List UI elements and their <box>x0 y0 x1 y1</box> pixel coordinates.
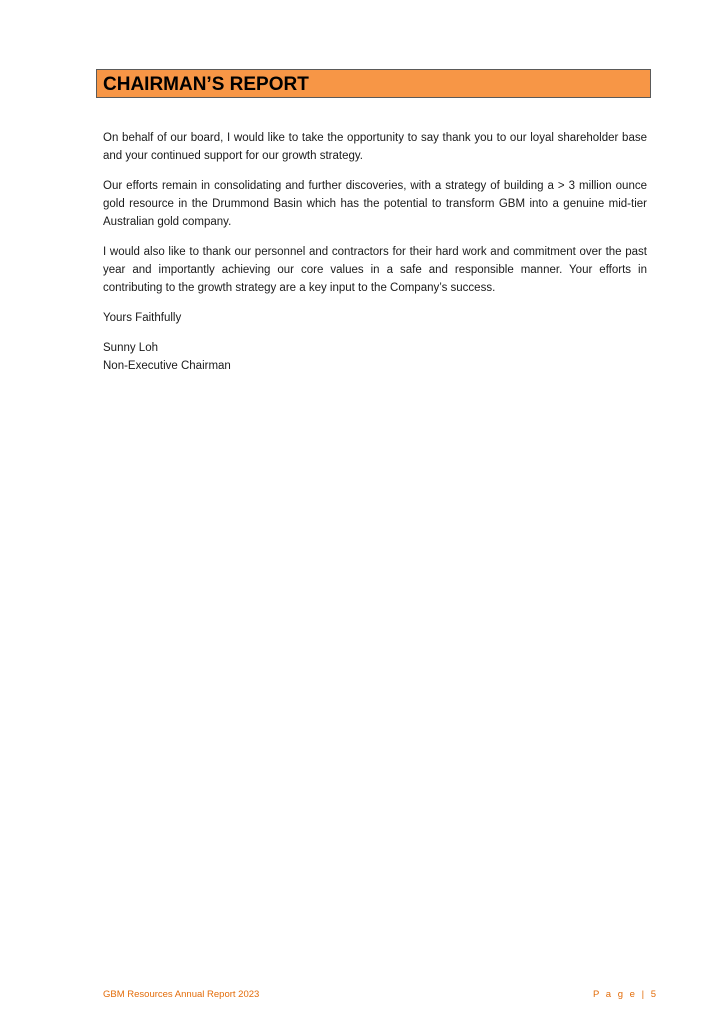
footer-page-indicator <box>593 989 656 1000</box>
paragraph-thanks: On behalf of our board, I would like to take the opportunity to say thank you to our loyal shareholder base and your continued support for our growth strategy. <box>103 132 647 162</box>
section-header-bar <box>96 69 651 98</box>
signatory-title: Non-Executive Chairman <box>103 360 231 372</box>
footer-page-number: 5 <box>650 989 656 1000</box>
signatory-name: Sunny Loh <box>103 342 158 354</box>
footer-report-title: GBM Resources Annual Report 2023 <box>103 989 260 1000</box>
signature-block <box>103 339 647 375</box>
paragraph-strategy: Our efforts remain in consolidating and further discoveries, with a strategy of building a > 3 million ounce gold resource in the Drummond Basin which has the potential to transform GBM into a genuine mid-tier Australian gold company. <box>103 180 647 228</box>
report-body <box>103 129 647 375</box>
signoff-text: Yours Faithfully <box>103 312 182 324</box>
paragraph-personnel: I would also like to thank our personnel and contractors for their hard work and commitment over the past year and importantly achieving our core values in a safe and responsible manner. Your efforts in contributing to the growth strategy are a key input to the Company’s success. <box>103 246 647 294</box>
page-title: CHAIRMAN’S REPORT <box>103 74 309 95</box>
footer-page-label: P a g e | <box>593 989 647 1000</box>
